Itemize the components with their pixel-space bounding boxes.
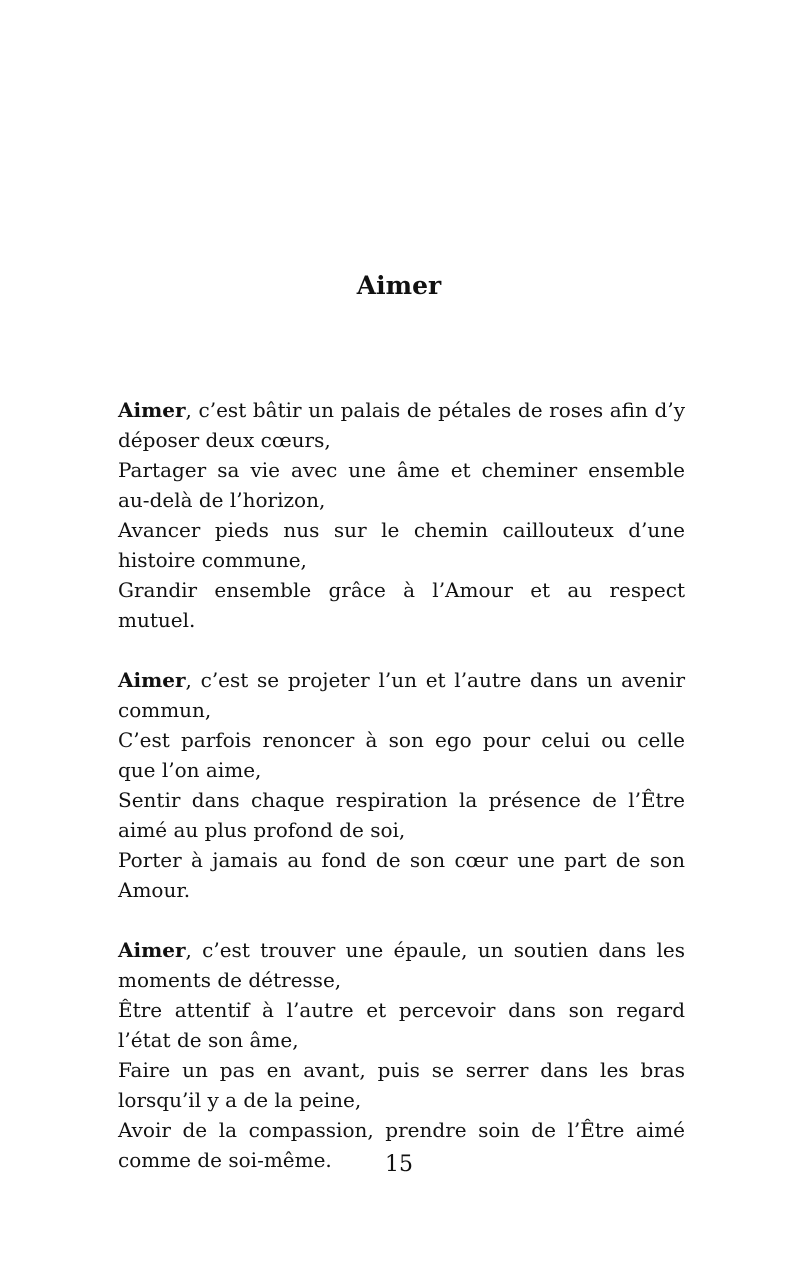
stanza-keyword: Aimer <box>118 398 186 422</box>
poem-line: Porter à jamais au fond de son cœur une part de son Amour. <box>118 848 685 902</box>
poem-line: Avancer pieds nus sur le chemin caillouteux d’une histoire commune, <box>118 518 685 572</box>
page-number: 15 <box>385 1152 413 1177</box>
poem-line <box>118 395 685 455</box>
poem <box>118 395 685 1205</box>
poem-line: C’est parfois renoncer à son ego pour celui ou celle que l’on aime, <box>118 728 685 782</box>
poem-line-text: , c’est trouver une épaule, un soutien dans les moments de détresse, <box>118 938 685 992</box>
stanza-keyword: Aimer <box>118 668 186 692</box>
poem-line-text: , c’est bâtir un palais de pétales de roses afin d’y déposer deux cœurs, <box>118 398 685 452</box>
stanza-keyword: Aimer <box>118 938 186 962</box>
poem-line: Grandir ensemble grâce à l’Amour et au respect mutuel. <box>118 578 685 632</box>
poem-line: Faire un pas en avant, puis se serrer dans les bras lorsqu’il y a de la peine, <box>118 1058 685 1112</box>
stanza-2 <box>118 665 685 905</box>
stanza-3 <box>118 935 685 1175</box>
poem-line <box>118 665 685 725</box>
page-title: Aimer <box>356 271 442 300</box>
poem-line: Partager sa vie avec une âme et cheminer ensemble au-delà de l’horizon, <box>118 458 685 512</box>
poem-line: Être attentif à l’autre et percevoir dans son regard l’état de son âme, <box>118 998 685 1052</box>
stanza-1 <box>118 395 685 635</box>
poem-line <box>118 935 685 995</box>
poem-line: Sentir dans chaque respiration la présence de l’Être aimé au plus profond de soi, <box>118 788 685 842</box>
poem-line: Avoir de la compassion, prendre soin de l’Être aimé comme de soi-même. <box>118 1118 685 1172</box>
poem-line-text: , c’est se projeter l’un et l’autre dans un avenir commun, <box>118 668 685 722</box>
